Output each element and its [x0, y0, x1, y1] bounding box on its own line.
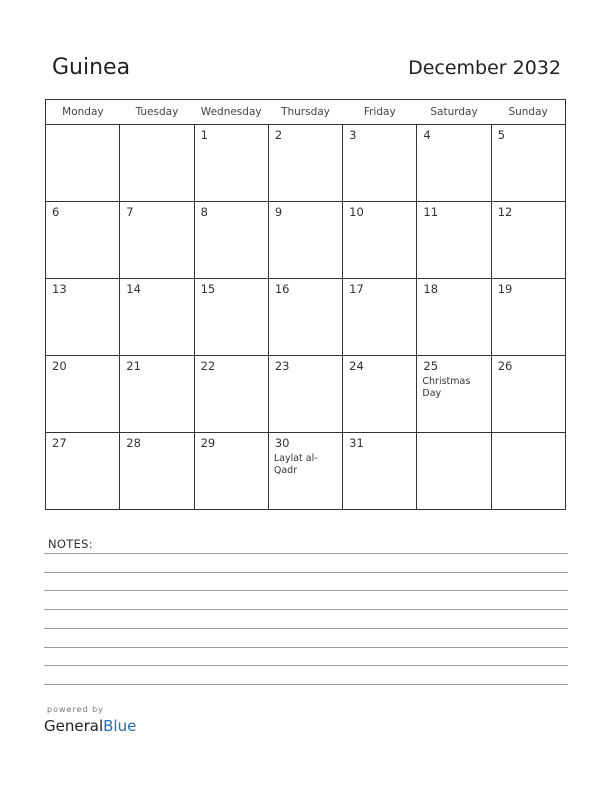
note-line [44, 684, 568, 685]
week-row [46, 356, 566, 433]
day-cell [46, 279, 120, 356]
note-line [44, 553, 568, 554]
day-number: 31 [349, 436, 364, 450]
day-cell [343, 202, 417, 279]
day-cell [268, 279, 342, 356]
day-cell [194, 125, 268, 202]
day-number: 22 [200, 359, 216, 373]
weekday-header: Wednesday [194, 100, 268, 125]
day-cell [417, 279, 491, 356]
day-number: 9 [274, 205, 283, 219]
day-number: 11 [423, 205, 439, 219]
day-cell [491, 279, 565, 356]
day-number: 28 [126, 436, 141, 450]
day-cell [491, 125, 565, 202]
day-cell [268, 202, 342, 279]
day-number: 30 [274, 436, 290, 450]
day-cell [120, 433, 194, 510]
day-cell [194, 279, 268, 356]
brand-blue-text: Blue [103, 717, 137, 735]
day-cell [417, 433, 491, 510]
weekday-header: Friday [343, 100, 417, 125]
weekday-header: Sunday [491, 100, 565, 125]
country-title: Guinea [52, 55, 131, 80]
note-line [44, 665, 568, 666]
weekday-header: Thursday [268, 100, 342, 125]
day-number: 21 [126, 359, 141, 373]
day-number: 17 [349, 282, 364, 296]
day-cell [120, 356, 194, 433]
day-number: 1 [200, 128, 208, 142]
day-number: 26 [497, 359, 513, 373]
day-number: 29 [200, 436, 216, 450]
day-number: 15 [200, 282, 216, 296]
day-number: 27 [52, 436, 67, 450]
month-year-title: December 2032 [408, 57, 561, 79]
week-row [46, 433, 566, 510]
day-number: 16 [274, 282, 290, 296]
powered-by-text: powered by [47, 705, 104, 714]
day-cell [194, 433, 268, 510]
generalblue-logo [44, 717, 136, 735]
calendar-grid [45, 99, 566, 510]
day-number: 5 [497, 128, 506, 142]
note-line [44, 628, 568, 629]
day-cell [343, 433, 417, 510]
week-row [46, 202, 566, 279]
note-line [44, 572, 568, 573]
day-number: 13 [52, 282, 67, 296]
day-number: 25 [423, 359, 439, 373]
day-number: 19 [497, 282, 513, 296]
day-cell [268, 433, 342, 510]
week-row [46, 279, 566, 356]
brand-general-text: General [44, 717, 104, 735]
day-cell [268, 356, 342, 433]
day-cell [491, 433, 565, 510]
day-cell [120, 279, 194, 356]
weekday-header: Tuesday [120, 100, 194, 125]
holiday-label: Laylat al-Qadr [273, 453, 318, 476]
day-number: 4 [423, 128, 431, 142]
day-number: 10 [349, 205, 364, 219]
day-cell [343, 356, 417, 433]
day-cell [194, 202, 268, 279]
week-row [46, 125, 566, 202]
day-number: 3 [349, 128, 357, 142]
day-cell [417, 125, 491, 202]
weekday-header: Monday [46, 100, 120, 125]
day-cell [343, 125, 417, 202]
day-cell [417, 356, 491, 433]
day-cell [491, 202, 565, 279]
day-cell [46, 202, 120, 279]
notes-label: NOTES: [48, 537, 93, 551]
note-line [44, 590, 568, 591]
note-line [44, 609, 568, 610]
day-cell [46, 125, 120, 202]
day-cell [46, 433, 120, 510]
day-cell [120, 125, 194, 202]
weekday-header-row [46, 100, 566, 125]
day-cell [46, 356, 120, 433]
day-number: 18 [423, 282, 439, 296]
day-number: 12 [497, 205, 513, 219]
day-cell [417, 202, 491, 279]
day-cell [194, 356, 268, 433]
day-cell [268, 125, 342, 202]
note-line [44, 647, 568, 648]
weekday-header: Saturday [417, 100, 491, 125]
day-number: 14 [126, 282, 141, 296]
day-number: 23 [274, 359, 290, 373]
day-number: 2 [274, 128, 283, 142]
day-cell [343, 279, 417, 356]
day-number: 20 [52, 359, 67, 373]
day-cell [120, 202, 194, 279]
day-cell [491, 356, 565, 433]
holiday-label: Christmas Day [422, 376, 471, 399]
day-number: 7 [126, 205, 134, 219]
day-number: 8 [200, 205, 208, 219]
day-number: 24 [349, 359, 364, 373]
day-number: 6 [52, 205, 60, 219]
